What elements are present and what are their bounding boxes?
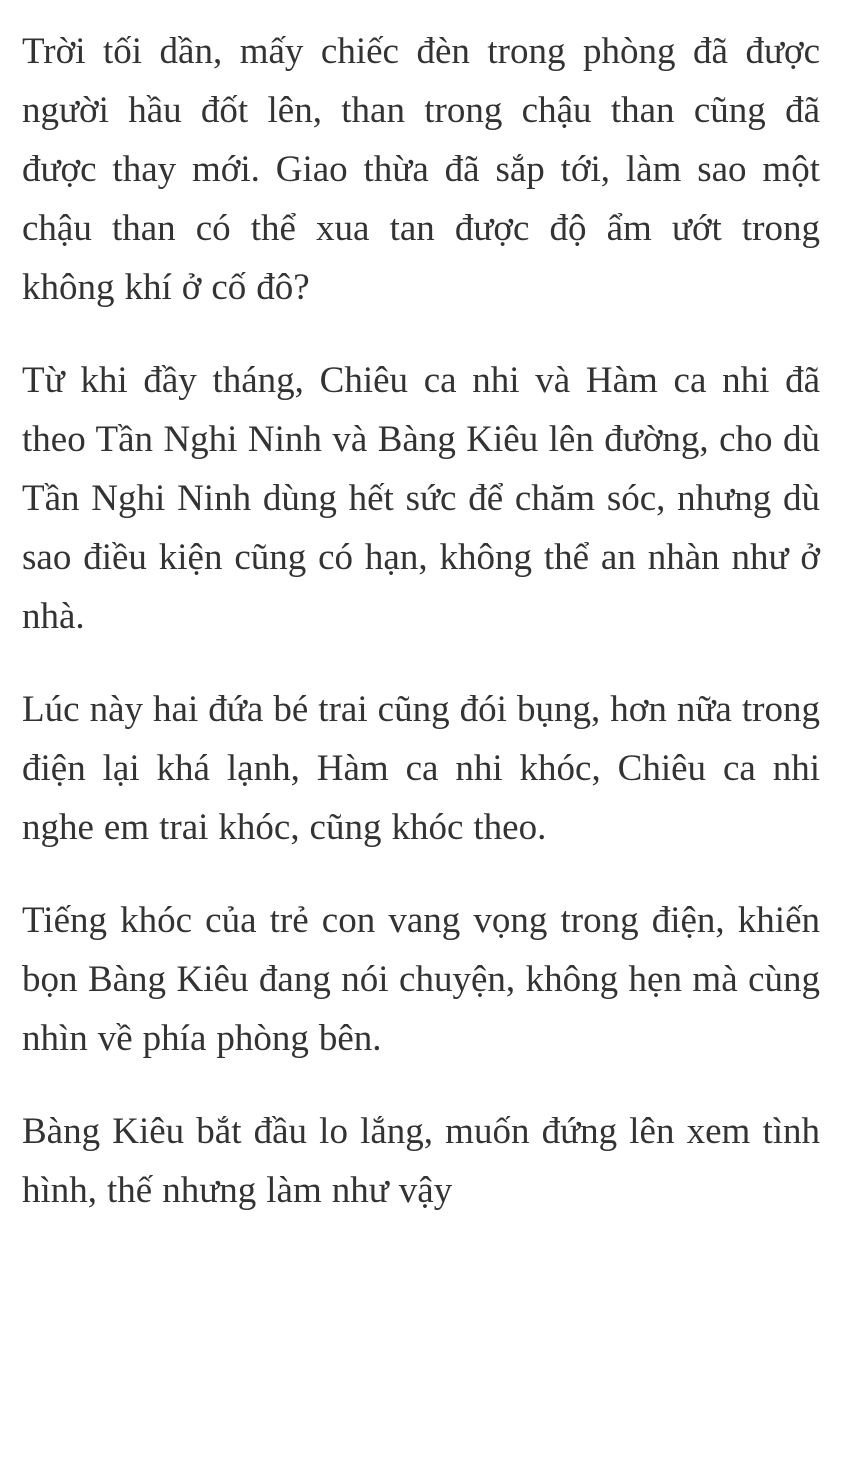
paragraph: Lúc này hai đứa bé trai cũng đói bụng, hơn nữa trong điện lại khá lạnh, Hàm ca nhi khóc, Chiêu ca nhi nghe em trai khóc, cũng khóc theo.: [22, 689, 820, 848]
paragraph: Trời tối dần, mấy chiếc đèn trong phòng đã được người hầu đốt lên, than trong chậu than cũng đã được thay mới. Giao thừa đã sắp tới, làm sao một chậu than có thể xua tan được độ ẩm ướt trong không khí ở cố đô?: [22, 31, 820, 308]
paragraph: Tiếng khóc của trẻ con vang vọng trong điện, khiến bọn Bàng Kiêu đang nói chuyện, không hẹn mà cùng nhìn về phía phòng bên.: [22, 900, 820, 1059]
paragraph: Bàng Kiêu bắt đầu lo lắng, muốn đứng lên xem tình hình, thế nhưng làm như vậy: [22, 1111, 820, 1211]
paragraph: Từ khi đầy tháng, Chiêu ca nhi và Hàm ca nhi đã theo Tần Nghi Ninh và Bàng Kiêu lên đường, cho dù Tần Nghi Ninh dùng hết sức để chăm sóc, nhưng dù sao điều kiện cũng có hạn, không thể an nhàn như ở nhà.: [22, 360, 820, 637]
